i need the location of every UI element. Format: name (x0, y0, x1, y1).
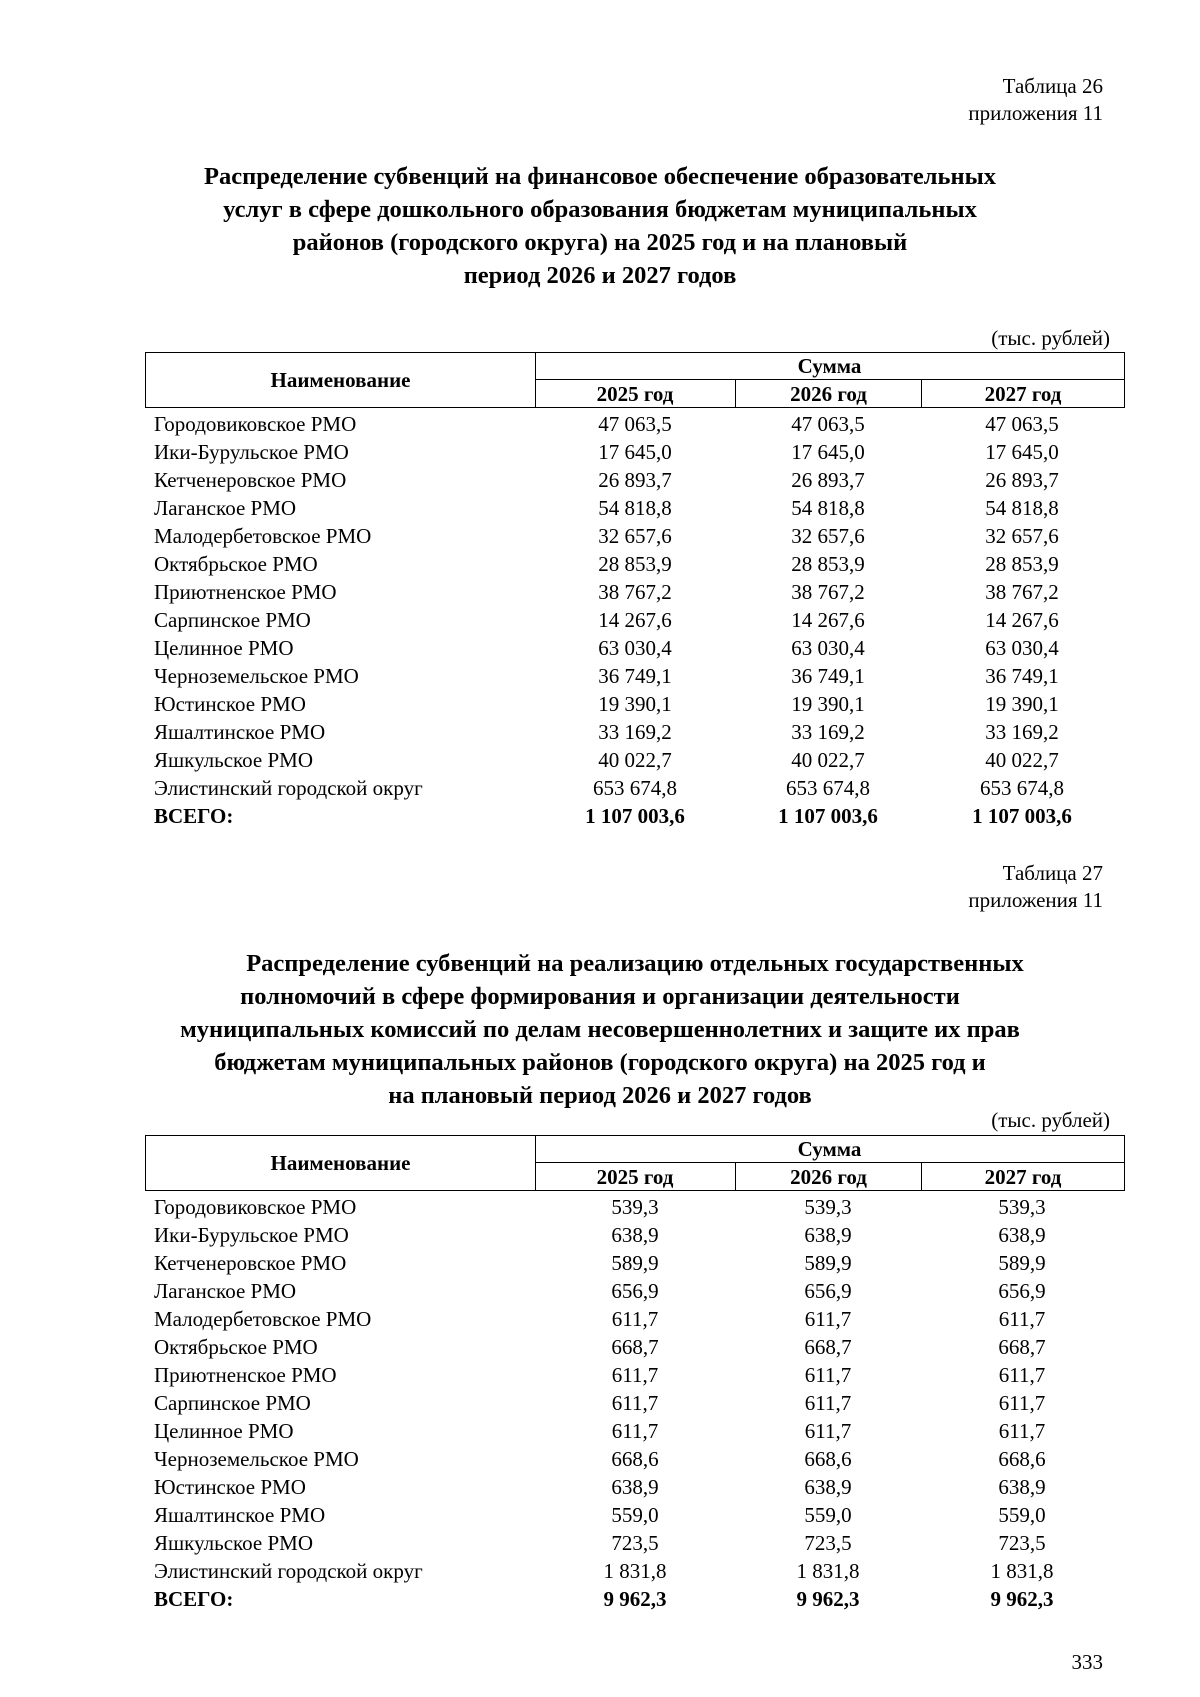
value-2027: 668,6 (998, 1447, 1046, 1471)
value-2025: 611,7 (611, 1419, 659, 1443)
row-name: Целинное РМО (154, 636, 294, 660)
value-2027: 539,3 (998, 1195, 1046, 1219)
value-2027: 723,5 (998, 1531, 1046, 1555)
value-2026: 26 893,7 (791, 468, 865, 492)
row-name: Октябрьское РМО (154, 552, 318, 576)
table27-title (130, 947, 1070, 1112)
value-2027: 17 645,0 (985, 440, 1059, 464)
row-name: Яшкульское РМО (154, 1531, 314, 1555)
value-2026: 33 169,2 (791, 720, 865, 744)
table26-header-year-2027: 2027 год (984, 381, 1062, 406)
table26-caption-appendix: приложения 11 (968, 101, 1103, 125)
value-2025: 539,3 (611, 1195, 659, 1219)
value-2026: 668,7 (804, 1335, 852, 1359)
total-label: ВСЕГО: (154, 1587, 234, 1611)
table27-title-line: Распределение субвенций на реализацию отдельных государственных (246, 950, 1024, 977)
table-row (145, 1501, 1125, 1529)
table27-header (145, 1135, 1125, 1191)
table27-header-name: Наименование (146, 1136, 536, 1190)
value-2027: 656,9 (998, 1279, 1046, 1303)
table27-caption (968, 860, 1103, 914)
table27-title-line: полномочий в сфере формирования и организации деятельности (240, 983, 960, 1010)
value-2027: 589,9 (998, 1251, 1046, 1275)
table27-title-line: муниципальных комиссий по делам несовершеннолетних и защите их прав (180, 1016, 1020, 1043)
value-2026: 559,0 (804, 1503, 852, 1527)
table-row (145, 1193, 1125, 1221)
table27-header-year-2027: 2027 год (984, 1164, 1062, 1189)
row-name: Сарпинское РМО (154, 608, 311, 632)
value-2027: 47 063,5 (985, 412, 1059, 436)
value-2025: 36 749,1 (598, 664, 672, 688)
value-2025: 611,7 (611, 1363, 659, 1387)
value-2027: 63 030,4 (985, 636, 1059, 660)
value-2025: 47 063,5 (598, 412, 672, 436)
table26-header-name: Наименование (146, 353, 536, 407)
table26-caption-number: Таблица 26 (1002, 74, 1103, 98)
table27-caption-appendix: приложения 11 (968, 888, 1103, 912)
row-name: Малодербетовское РМО (154, 524, 372, 548)
table26-caption (968, 73, 1103, 127)
table27-header-sum: Сумма (535, 1136, 1124, 1163)
value-2025: 14 267,6 (598, 608, 672, 632)
table26-header (145, 352, 1125, 408)
total-2025: 1 107 003,6 (585, 804, 685, 828)
value-2027: 33 169,2 (985, 720, 1059, 744)
value-2025: 26 893,7 (598, 468, 672, 492)
table-row (145, 690, 1125, 718)
table-row (145, 550, 1125, 578)
table-row (145, 1305, 1125, 1333)
row-name: Лаганское РМО (154, 496, 297, 520)
table27-title-line: бюджетам муниципальных районов (городского округа) на 2025 год и (214, 1049, 986, 1076)
table-row (145, 1529, 1125, 1557)
row-name: Яшалтинское РМО (154, 720, 326, 744)
value-2027: 559,0 (998, 1503, 1046, 1527)
value-2026: 19 390,1 (791, 692, 865, 716)
value-2027: 14 267,6 (985, 608, 1059, 632)
value-2025: 589,9 (611, 1251, 659, 1275)
value-2026: 656,9 (804, 1279, 852, 1303)
table-row (145, 494, 1125, 522)
value-2026: 539,3 (804, 1195, 852, 1219)
value-2027: 36 749,1 (985, 664, 1059, 688)
row-name: Черноземельское РМО (154, 1447, 359, 1471)
value-2027: 611,7 (998, 1307, 1046, 1331)
table26-title-line: Распределение субвенций на финансовое обеспечение образовательных (204, 163, 996, 190)
table-row (145, 410, 1125, 438)
value-2027: 19 390,1 (985, 692, 1059, 716)
table-row (145, 578, 1125, 606)
table26-title-line: услуг в сфере дошкольного образования бюджетам муниципальных (223, 196, 977, 223)
value-2025: 559,0 (611, 1503, 659, 1527)
row-name: Целинное РМО (154, 1419, 294, 1443)
value-2025: 54 818,8 (598, 496, 672, 520)
table27-title-line: на плановый период 2026 и 2027 годов (388, 1082, 812, 1109)
value-2027: 38 767,2 (985, 580, 1059, 604)
row-name: Городовиковское РМО (154, 1195, 357, 1219)
value-2025: 17 645,0 (598, 440, 672, 464)
value-2025: 656,9 (611, 1279, 659, 1303)
row-name: Элистинский городской округ (154, 776, 423, 800)
value-2026: 47 063,5 (791, 412, 865, 436)
row-name: Юстинское РМО (154, 692, 306, 716)
row-name: Кетченеровское РМО (154, 468, 347, 492)
total-row (145, 1585, 1125, 1613)
value-2026: 63 030,4 (791, 636, 865, 660)
table27-header-year-2025: 2025 год (535, 1163, 736, 1191)
table-row (145, 1557, 1125, 1585)
table-row (145, 1277, 1125, 1305)
row-name: Кетченеровское РМО (154, 1251, 347, 1275)
total-2026: 9 962,3 (796, 1587, 860, 1611)
table-row (145, 1445, 1125, 1473)
row-name: Черноземельское РМО (154, 664, 359, 688)
value-2027: 638,9 (998, 1223, 1046, 1247)
value-2027: 32 657,6 (985, 524, 1059, 548)
table-row (145, 634, 1125, 662)
table-row (145, 606, 1125, 634)
value-2027: 40 022,7 (985, 748, 1059, 772)
value-2027: 638,9 (998, 1475, 1046, 1499)
value-2027: 668,7 (998, 1335, 1046, 1359)
table-row (145, 1473, 1125, 1501)
table-row (145, 438, 1125, 466)
table-row (145, 662, 1125, 690)
value-2026: 653 674,8 (786, 776, 870, 800)
table26-title-line: районов (городского округа) на 2025 год и на плановый (292, 229, 908, 256)
value-2025: 638,9 (611, 1223, 659, 1247)
table27-header-year-2026: 2026 год (736, 1163, 922, 1191)
total-2025: 9 962,3 (603, 1587, 667, 1611)
value-2026: 38 767,2 (791, 580, 865, 604)
table-row (145, 746, 1125, 774)
table26-header-year-2026: 2026 год (736, 380, 922, 408)
total-2027: 1 107 003,6 (972, 804, 1072, 828)
value-2027: 1 831,8 (990, 1559, 1054, 1583)
row-name: Приютненское РМО (154, 1363, 337, 1387)
value-2025: 668,7 (611, 1335, 659, 1359)
value-2025: 668,6 (611, 1447, 659, 1471)
table26-title-line: период 2026 и 2027 годов (463, 262, 737, 289)
table26-body (145, 410, 1125, 830)
total-2026: 1 107 003,6 (778, 804, 878, 828)
table-row (145, 1417, 1125, 1445)
value-2026: 36 749,1 (791, 664, 865, 688)
row-name: Городовиковское РМО (154, 412, 357, 436)
value-2025: 28 853,9 (598, 552, 672, 576)
table-row (145, 718, 1125, 746)
row-name: Ики-Бурульское РМО (154, 1223, 349, 1247)
value-2025: 32 657,6 (598, 524, 672, 548)
page-number: 333 (1071, 1650, 1103, 1674)
table27-body (145, 1193, 1125, 1613)
value-2027: 611,7 (998, 1391, 1046, 1415)
total-label: ВСЕГО: (154, 804, 234, 828)
table-row (145, 774, 1125, 802)
table26-header-year-2025: 2025 год (535, 380, 736, 408)
row-name: Яшкульское РМО (154, 748, 314, 772)
row-name: Яшалтинское РМО (154, 1503, 326, 1527)
value-2026: 1 831,8 (796, 1559, 860, 1583)
value-2026: 611,7 (804, 1307, 852, 1331)
table-row (145, 1221, 1125, 1249)
value-2026: 638,9 (804, 1475, 852, 1499)
value-2025: 653 674,8 (593, 776, 677, 800)
table-row (145, 522, 1125, 550)
value-2027: 26 893,7 (985, 468, 1059, 492)
value-2026: 14 267,6 (791, 608, 865, 632)
value-2027: 54 818,8 (985, 496, 1059, 520)
row-name: Малодербетовское РМО (154, 1307, 372, 1331)
table26-title (130, 160, 1070, 292)
value-2026: 17 645,0 (791, 440, 865, 464)
value-2025: 19 390,1 (598, 692, 672, 716)
value-2025: 611,7 (611, 1307, 659, 1331)
table26-header-sum: Сумма (535, 353, 1124, 380)
value-2025: 38 767,2 (598, 580, 672, 604)
value-2027: 611,7 (998, 1363, 1046, 1387)
table27-units: (тыс. рублей) (991, 1108, 1110, 1132)
value-2025: 611,7 (611, 1391, 659, 1415)
row-name: Лаганское РМО (154, 1279, 297, 1303)
value-2025: 1 831,8 (603, 1559, 667, 1583)
total-row (145, 802, 1125, 830)
value-2025: 723,5 (611, 1531, 659, 1555)
value-2026: 28 853,9 (791, 552, 865, 576)
value-2026: 668,6 (804, 1447, 852, 1471)
value-2025: 40 022,7 (598, 748, 672, 772)
value-2026: 589,9 (804, 1251, 852, 1275)
value-2027: 611,7 (998, 1419, 1046, 1443)
value-2027: 28 853,9 (985, 552, 1059, 576)
table27-caption-number: Таблица 27 (1002, 861, 1103, 885)
value-2025: 33 169,2 (598, 720, 672, 744)
value-2025: 63 030,4 (598, 636, 672, 660)
row-name: Элистинский городской округ (154, 1559, 423, 1583)
table-row (145, 1389, 1125, 1417)
value-2027: 653 674,8 (980, 776, 1064, 800)
total-2027: 9 962,3 (990, 1587, 1054, 1611)
value-2026: 611,7 (804, 1391, 852, 1415)
value-2026: 611,7 (804, 1419, 852, 1443)
table26-units: (тыс. рублей) (991, 326, 1110, 350)
value-2026: 40 022,7 (791, 748, 865, 772)
value-2026: 32 657,6 (791, 524, 865, 548)
value-2026: 54 818,8 (791, 496, 865, 520)
row-name: Приютненское РМО (154, 580, 337, 604)
value-2026: 638,9 (804, 1223, 852, 1247)
row-name: Ики-Бурульское РМО (154, 440, 349, 464)
row-name: Октябрьское РМО (154, 1335, 318, 1359)
value-2026: 611,7 (804, 1363, 852, 1387)
value-2026: 723,5 (804, 1531, 852, 1555)
table-row (145, 466, 1125, 494)
table-row (145, 1249, 1125, 1277)
value-2025: 638,9 (611, 1475, 659, 1499)
table-row (145, 1361, 1125, 1389)
table-row (145, 1333, 1125, 1361)
row-name: Юстинское РМО (154, 1475, 306, 1499)
row-name: Сарпинское РМО (154, 1391, 311, 1415)
